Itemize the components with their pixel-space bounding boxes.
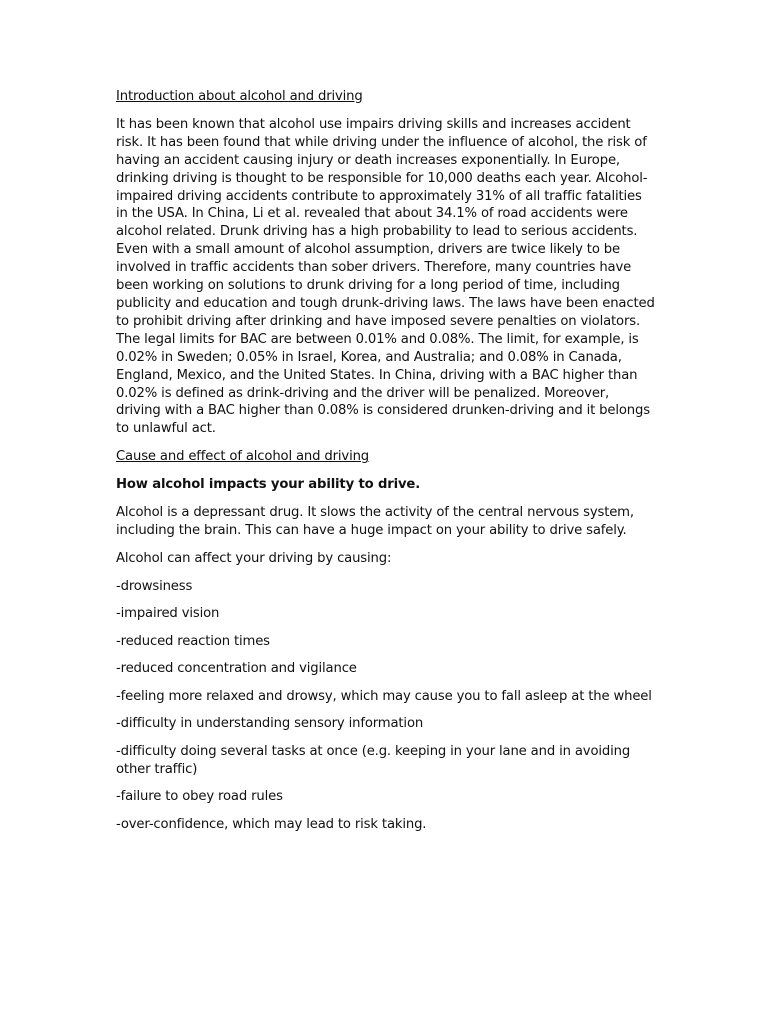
depressant-paragraph: Alcohol is a depressant drug. It slows the activity of the central nervous system, including the brain. This can have a huge impact on your ability to drive safely. [116,505,634,538]
list-item: -reduced reaction times [116,633,270,649]
cause-effect-heading: Cause and effect of alcohol and driving [116,449,370,465]
list-item: -feeling more relaxed and drowsy, which may cause you to fall asleep at the wheel [116,688,652,704]
intro-paragraph: It has been known that alcohol use impairs driving skills and increases accident risk. It has been found that while driving under the influence of alcohol, the risk of having an accident causing injury or death increases exponentially. In Europe, drinking driving is thought to be responsible for 10,000 deaths each year. Alcohol-impaired driving accidents contribute to approximately 31% of all traffic fatalities in the USA. In China, Li et al. revealed that about 34.1% of road accidents were alcohol related. Drunk driving has a high probability to lead to serious accidents. Even with a small amount of alcohol assumption, drivers are twice likely to be involved in traffic accidents than sober drivers. Therefore, many countries have been working on solutions to drunk driving for a long period of time, including publicity and education and tough drunk-driving laws. The laws have been enacted to prohibit driving after drinking and have imposed severe penalties on violators. The legal limits for BAC are between 0.01% and 0.08%. The limit, for example, is 0.02% in Sweden; 0.05% in Israel, Korea, and Australia; and 0.08% in Canada, England, Mexico, and the United States. In China, driving with a BAC higher than 0.02% is defined as drink-driving and the driver will be penalized. Moreover, driving with a BAC higher than 0.08% is considered drunken-driving and it belongs to unlawful act. [116,116,655,437]
list-item: -over-confidence, which may lead to risk taking. [116,816,427,832]
list-item: -difficulty in understanding sensory information [116,716,424,732]
list-item: -failure to obey road rules [116,789,283,805]
list-item: -reduced concentration and vigilance [116,661,357,677]
list-item: -drowsiness [116,578,193,594]
impact-subheading: How alcohol impacts your ability to drive. [116,477,421,493]
document-page [116,88,656,843]
list-item: -impaired vision [116,606,220,622]
list-item: -difficulty doing several tasks at once (e.g. keeping in your lane and in avoiding other traffic) [116,743,631,777]
intro-heading: Introduction about alcohol and driving [116,89,363,104]
effects-list-intro: Alcohol can affect your driving by causing: [116,550,392,566]
effects-list [116,578,656,834]
